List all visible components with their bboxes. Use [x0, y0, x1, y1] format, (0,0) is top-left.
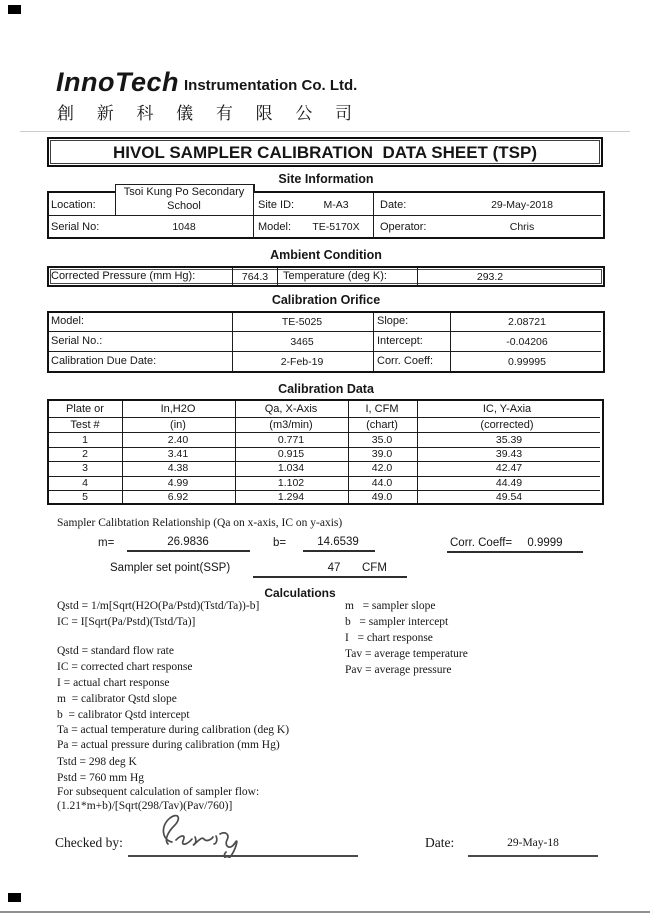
orifice-model-value: TE-5025 [281, 316, 323, 328]
cal-r1c5: 35.39 [495, 434, 523, 446]
model-value: TE-5170X [312, 221, 360, 233]
company-logo: InnoTech [56, 67, 179, 97]
scan-edge-line [0, 911, 650, 913]
cal-r2c2: 3.41 [167, 448, 189, 460]
cal-r2c4: 39.0 [371, 448, 393, 460]
orifice-vline-1 [232, 313, 233, 371]
serial-no-label: Serial No: [51, 221, 100, 233]
ssp-unit: CFM [362, 562, 387, 574]
def-m-cal: m = calibrator Qstd slope [57, 693, 177, 705]
site-info-vline-2 [373, 193, 374, 239]
def-i-actual: I = actual chart response [57, 677, 170, 689]
due-date-label: Calibration Due Date: [51, 355, 157, 367]
cal-subheader-col1: Test # [70, 419, 100, 431]
orifice-vline-2 [373, 313, 374, 371]
m-value: 26.9836 [167, 536, 209, 548]
ssp-value: 47 [327, 562, 341, 574]
ambient-heading: Ambient Condition [270, 248, 382, 262]
orifice-model-label: Model: [51, 315, 85, 327]
cal-r5c1: 5 [82, 491, 88, 503]
cal-r4c1: 4 [82, 477, 88, 489]
date-value: 29-May-2018 [491, 199, 553, 211]
orifice-corr-label: Corr. Coeff: [377, 355, 434, 367]
scan-mark-bottom-left [8, 893, 21, 902]
cal-subheader-col2: (in) [170, 419, 186, 431]
footer-date-label: Date: [425, 835, 455, 850]
cal-r1c3: 0.771 [277, 434, 305, 446]
company-name: Instrumentation Co. Ltd. [184, 77, 358, 94]
ssp-underline [253, 576, 407, 578]
cal-r2c3: 0.915 [277, 448, 305, 460]
cal-r5c2: 6.92 [167, 491, 189, 503]
b-underline [303, 550, 375, 552]
date-underline [468, 855, 598, 857]
cal-header-col1: Plate or [66, 403, 104, 415]
orifice-corr-value: 0.99995 [508, 356, 546, 368]
pressure-label: Corrected Pressure (mm Hg): [51, 270, 196, 282]
scan-fold-line [20, 131, 630, 132]
cal-hline-1 [49, 417, 600, 418]
cal-header-col3: Qa, X-Axis [264, 403, 318, 415]
relationship-heading: Sampler Calibtation Relationship (Qa on x-axis, IC on y-axis) [57, 517, 343, 529]
site-id-label: Site ID: [258, 199, 295, 211]
checked-by-label: Checked by: [55, 835, 123, 850]
cal-r1c1: 1 [82, 434, 88, 446]
cal-r3c5: 42.47 [495, 462, 523, 474]
def-pstd: Pstd = 760 mm Hg [57, 772, 144, 784]
intercept-label: Intercept: [377, 335, 423, 347]
def-b-cal: b = calibrator Qstd intercept [57, 709, 190, 721]
cal-r1c4: 35.0 [371, 434, 393, 446]
cal-r5c4: 49.0 [371, 491, 393, 503]
site-id-value: M-A3 [323, 199, 349, 211]
cal-header-col2: In,H2O [160, 403, 196, 415]
cal-subheader-col4: (chart) [366, 419, 398, 431]
cal-r4c4: 44.0 [371, 477, 393, 489]
company-name-chinese: 創 新 科 儀 有 限 公 司 [57, 104, 362, 123]
def-tstd: Tstd = 298 deg K [57, 756, 137, 768]
formula-ic: IC = I[Sqrt(Pa/Pstd)(Tstd/Ta)] [57, 616, 196, 628]
location-label: Location: [51, 199, 96, 211]
cal-r4c5: 44.49 [495, 477, 523, 489]
signature-chris [150, 810, 250, 858]
b-label: b= [273, 537, 287, 549]
serial-no-value: 1048 [172, 221, 196, 233]
def-i: I = chart response [345, 632, 433, 644]
flow-formula: (1.21*m+b)/[Sqrt(298/Tav)(Pav/760)] [57, 800, 233, 812]
orifice-serial-label: Serial No.: [51, 335, 103, 347]
rel-corr-label: Corr. Coeff= [450, 537, 513, 549]
cal-r3c2: 4.38 [167, 462, 189, 474]
formula-qstd: Qstd = 1/m[Sqrt(H2O(Pa/Pstd)(Tstd/Ta))-b] [57, 600, 260, 612]
site-info-top-border-left [47, 191, 117, 193]
temperature-label: Temperature (deg K): [283, 270, 387, 282]
cal-r5c5: 49.54 [495, 491, 523, 503]
calculations-heading: Calculations [264, 586, 336, 600]
site-info-top-border-right [251, 191, 605, 193]
intercept-value: -0.04206 [506, 336, 548, 348]
scan-mark-top-left [8, 5, 21, 14]
def-ic: IC = corrected chart response [57, 661, 193, 673]
orifice-vline-3 [450, 313, 451, 371]
cal-r3c4: 42.0 [371, 462, 393, 474]
site-info-heading: Site Information [278, 172, 374, 186]
cal-r5c3: 1.294 [277, 491, 305, 503]
operator-value: Chris [509, 221, 535, 233]
corr-underline [447, 551, 583, 553]
def-pav: Pav = average pressure [345, 664, 452, 676]
location-value-line1: Tsoi Kung Po Secondary [123, 186, 245, 198]
def-b: b = sampler intercept [345, 616, 449, 628]
m-underline [127, 550, 250, 552]
cal-subheader-col3: (m3/min) [269, 419, 313, 431]
flow-note: For subsequent calculation of sampler flow: [57, 786, 260, 798]
rel-corr-value: 0.9999 [527, 537, 563, 549]
calibration-data-heading: Calibration Data [278, 382, 374, 396]
operator-label: Operator: [380, 221, 427, 233]
orifice-row-divider-2 [49, 351, 601, 352]
pressure-value: 764.3 [241, 271, 269, 283]
slope-label: Slope: [377, 315, 409, 327]
b-value: 14.6539 [317, 536, 359, 548]
cal-header-col4: I, CFM [365, 403, 399, 415]
cal-r3c3: 1.034 [277, 462, 305, 474]
m-label: m= [98, 537, 115, 549]
cal-r1c2: 2.40 [167, 434, 189, 446]
cal-r2c1: 2 [82, 448, 88, 460]
def-tav: Tav = average temperature [345, 648, 468, 660]
cal-r4c3: 1.102 [277, 477, 305, 489]
def-m: m = sampler slope [345, 600, 436, 612]
temperature-value: 293.2 [476, 271, 504, 283]
cal-subheader-col5: (corrected) [480, 419, 534, 431]
def-pa: Pa = actual pressure during calibration (mm Hg) [57, 739, 280, 751]
location-value-line2: School [167, 200, 201, 212]
ambient-vline-3 [417, 268, 418, 285]
footer-date-value: 29-May-18 [507, 837, 559, 849]
orifice-serial-value: 3465 [290, 336, 314, 348]
model-label: Model: [258, 221, 292, 233]
cal-r4c2: 4.99 [167, 477, 189, 489]
ssp-label: Sampler set point(SSP) [110, 562, 231, 574]
ambient-vline-1 [232, 268, 233, 285]
site-info-row-divider [49, 215, 601, 216]
orifice-row-divider-1 [49, 331, 601, 332]
ambient-vline-2 [277, 268, 278, 285]
site-info-vline-location [115, 184, 116, 215]
orifice-heading: Calibration Orifice [271, 293, 381, 307]
cal-header-col5: IC, Y-Axia [482, 403, 532, 415]
due-date-value: 2-Feb-19 [280, 356, 324, 368]
site-info-vline-1 [253, 184, 254, 239]
date-label: Date: [380, 199, 407, 211]
document-title: HIVOL SAMPLER CALIBRATION DATA SHEET (TSP) [47, 137, 603, 167]
def-qstd: Qstd = standard flow rate [57, 645, 174, 657]
cal-hline-2 [49, 432, 600, 433]
slope-value: 2.08721 [508, 316, 546, 328]
cal-r3c1: 3 [82, 462, 88, 474]
cal-r2c5: 39.43 [495, 448, 523, 460]
def-ta: Ta = actual temperature during calibration (deg K) [57, 724, 290, 736]
